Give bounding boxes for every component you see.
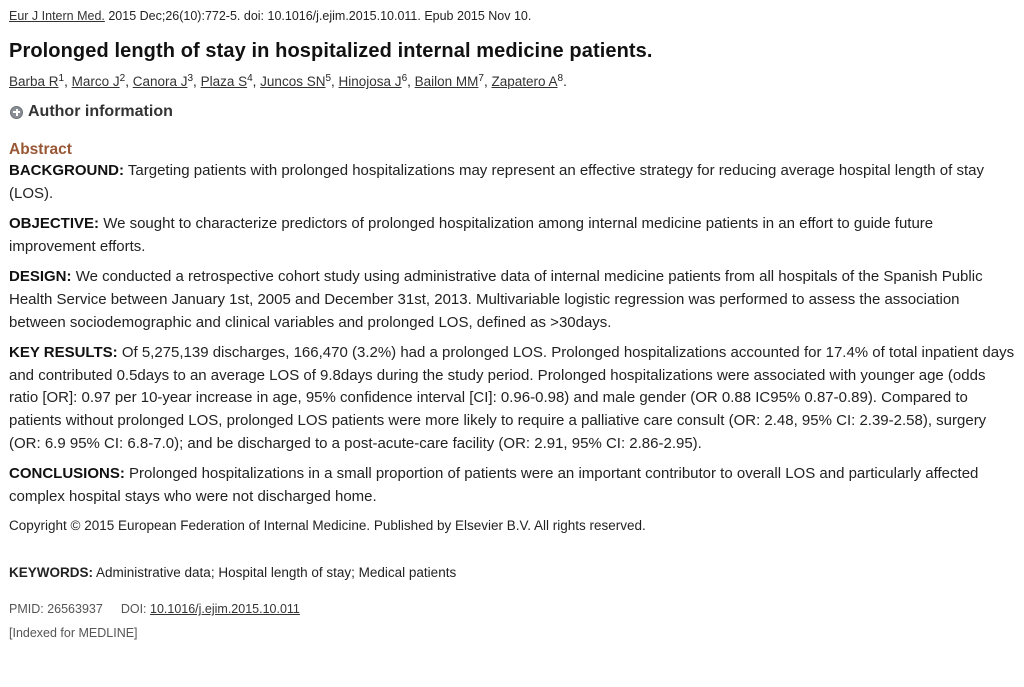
abstract-section-objective: [9, 213, 1015, 258]
author-affiliation-number: 4: [247, 73, 253, 84]
citation-line: [9, 7, 1015, 25]
doi-label: DOI:: [120, 602, 147, 617]
indexed-for-medline: [Indexed for MEDLINE]: [9, 626, 138, 641]
author-separator: ,: [407, 74, 415, 89]
abstract-section-conclusions: [9, 463, 1015, 508]
keywords-text: Administrative data; Hospital length of stay; Medical patients: [96, 565, 457, 581]
author-separator: ,: [331, 74, 339, 89]
pmid: PMID: 26563937: [9, 602, 103, 617]
copyright-notice: Copyright © 2015 European Federation of Internal Medicine. Published by Elsevier B.V. All rights reserved.: [9, 518, 646, 534]
author-separator: ,: [193, 74, 201, 89]
author-item: [260, 74, 338, 89]
journal-link[interactable]: Eur J Intern Med.: [9, 9, 105, 23]
author-link[interactable]: Bailon MM: [414, 74, 479, 89]
citation-details: 2015 Dec;26(10):772-5. doi: 10.1016/j.ejim.2015.10.011. Epub 2015 Nov 10.: [108, 9, 532, 23]
author-separator: ,: [483, 74, 492, 89]
author-link[interactable]: Plaza S: [200, 74, 248, 89]
author-affiliation-number: 2: [119, 73, 126, 84]
keywords-label: KEYWORDS:: [9, 565, 93, 581]
abstract-heading: Abstract: [9, 141, 72, 158]
section-label: OBJECTIVE:: [9, 215, 100, 233]
author-affiliation-number: 1: [58, 73, 65, 84]
author-item: [9, 74, 72, 89]
plus-circle-icon[interactable]: [10, 106, 23, 119]
section-text: We sought to characterize predictors of prolonged hospitalization among internal medicine patients in an effort to guide future improvement efforts.: [9, 215, 934, 255]
article-identifiers: [9, 599, 1015, 619]
section-label: KEY RESULTS:: [9, 344, 118, 362]
author-separator: ,: [125, 74, 133, 89]
author-affiliation-number: 7: [478, 73, 484, 84]
section-text: We conducted a retrospective cohort study using administrative data of internal medicine patients from all hospitals of the Spanish Public Health Service between January 1st, 2005 and December 31st, 2013. Multivariable logistic regression was performed to assess the association between sociodemographic and clinical variables and prolonged LOS, defined as >30days.: [9, 268, 983, 331]
author-item: [415, 74, 492, 89]
author-link[interactable]: Hinojosa J: [338, 74, 402, 89]
author-affiliation-number: 6: [401, 73, 408, 84]
abstract-section-background: [9, 160, 1015, 205]
author-affiliation-number: 3: [187, 73, 194, 84]
author-link[interactable]: Canora J: [132, 74, 188, 89]
section-text: Targeting patients with prolonged hospitalizations may represent an effective strategy for reducing average hospital length of stay (LOS).: [9, 162, 984, 202]
abstract-section-key-results: [9, 342, 1015, 455]
author-item: [339, 74, 415, 89]
section-label: DESIGN:: [9, 268, 72, 286]
doi-link[interactable]: 10.1016/j.ejim.2015.10.011: [150, 602, 300, 617]
keywords: [9, 563, 1015, 583]
author-information-label: Author information: [28, 103, 173, 120]
author-affiliation-number: 8: [557, 73, 564, 84]
section-label: CONCLUSIONS:: [9, 465, 125, 483]
author-item: [201, 74, 261, 89]
author-separator: .: [563, 74, 567, 89]
author-separator: ,: [64, 74, 72, 89]
author-item: [72, 74, 133, 89]
section-text: Prolonged hospitalizations in a small proportion of patients were an important contributor to overall LOS and particularly affected complex hospital stays who were not discharged home.: [9, 465, 979, 505]
author-link[interactable]: Zapatero A: [491, 74, 558, 89]
author-information-toggle[interactable]: [9, 102, 1015, 122]
author-item: [133, 74, 201, 89]
author-link[interactable]: Marco J: [71, 74, 120, 89]
author-affiliation-number: 5: [325, 73, 332, 84]
section-text: Of 5,275,139 discharges, 166,470 (3.2%) had a prolonged LOS. Prolonged hospitalizations accounted for 17.4% of total inpatient days and contributed 0.5days to an average LOS of 9.8days during the study period. Prolonged hospitalizations were associated with younger age (odds ratio [OR]: 0.97 per 10-year increase in age, 95% confidence interval [CI]: 0.96-0.98) and male gender (OR 0.88 IC95% 0.87-0.89). Compared to patients without prolonged LOS, prolonged LOS patients were more likely to require a palliative care consult (OR: 2.48, 95% CI: 2.39-2.58), surgery (OR: 6.9 95% CI: 6.8-7.0); and be discharged to a post-acute-care facility (OR: 2.91, 95% CI: 2.86-2.95).: [9, 344, 1015, 452]
author-link[interactable]: Barba R: [9, 74, 59, 89]
abstract-section-design: [9, 266, 1015, 334]
author-separator: ,: [252, 74, 261, 89]
author-list: [9, 72, 1015, 92]
author-item: [492, 74, 567, 89]
section-label: BACKGROUND:: [9, 162, 124, 179]
author-link[interactable]: Juncos SN: [260, 74, 326, 89]
article-title: Prolonged length of stay in hospitalized internal medicine patients.: [9, 40, 653, 62]
